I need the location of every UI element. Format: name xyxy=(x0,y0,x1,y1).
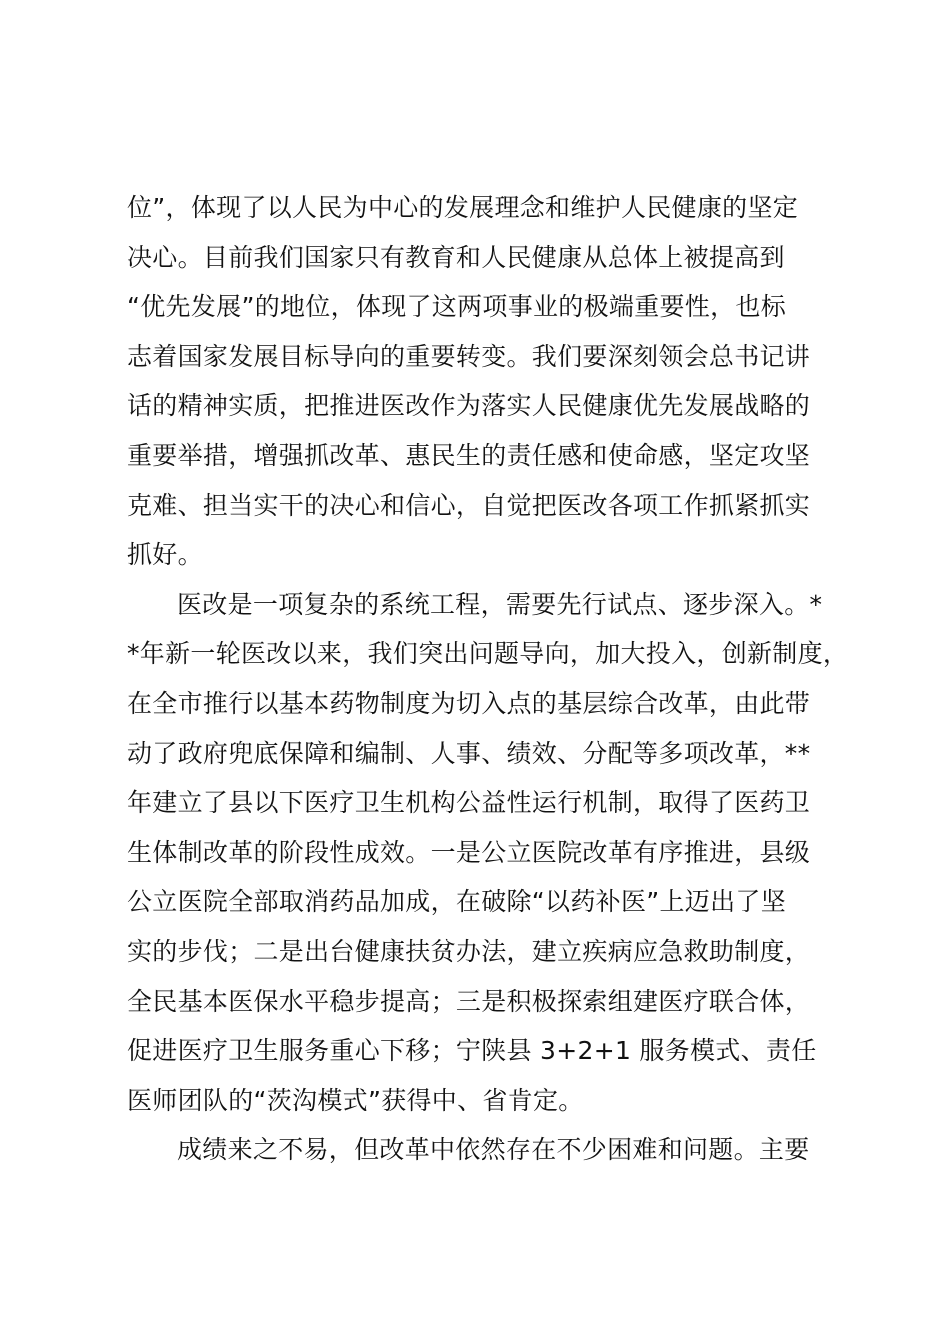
text-line: 公立医院全部取消药品加成，在破除“以药补医”上迈出了坚 xyxy=(127,887,787,917)
text-line: 实的步伐；二是出台健康扶贫办法，建立疾病应急救助制度， xyxy=(127,936,811,966)
text-line: 动了政府兜底保障和编制、人事、绩效、分配等多项改革，** xyxy=(127,738,811,768)
text-line: 全民基本医保水平稳步提高；三是积极探索组建医疗联合体， xyxy=(127,986,811,1016)
paragraph-start-line: 医改是一项复杂的系统工程，需要先行试点、逐步深入。* xyxy=(177,589,823,619)
text-line: 克难、担当实干的决心和信心，自觉把医改各项工作抓紧抓实 xyxy=(127,490,811,520)
document-body xyxy=(127,183,849,1175)
text-line: *年新一轮医改以来，我们突出问题导向，加大投入，创新制度， xyxy=(127,639,849,669)
text-line: 重要举措，增强抓改革、惠民生的责任感和使命感，坚定攻坚 xyxy=(127,440,811,470)
text-line: 年建立了县以下医疗卫生机构公益性运行机制，取得了医药卫 xyxy=(127,788,811,818)
text-line: 志着国家发展目标导向的重要转变。我们要深刻领会总书记讲 xyxy=(127,341,811,371)
text-line: 位”，体现了以人民为中心的发展理念和维护人民健康的坚定 xyxy=(127,193,799,222)
text-line: 在全市推行以基本药物制度为切入点的基层综合改革，由此带 xyxy=(127,688,811,718)
text-line: 抓好。 xyxy=(127,540,203,570)
text-line: “优先发展”的地位，体现了这两项事业的极端重要性，也标 xyxy=(127,292,787,322)
text-line: 决心。目前我们国家只有教育和人民健康从总体上被提高到 xyxy=(127,242,785,272)
text-line: 生体制改革的阶段性成效。一是公立医院改革有序推进，县级 xyxy=(127,837,811,867)
text-line: 话的精神实质，把推进医改作为落实人民健康优先发展战略的 xyxy=(127,391,811,421)
text-line: 医师团队的“茨沟模式”获得中、省肯定。 xyxy=(127,1085,584,1115)
paragraph-start-line: 成绩来之不易，但改革中依然存在不少困难和问题。主要 xyxy=(177,1135,810,1165)
text-line: 促进医疗卫生服务重心下移；宁陕县 3+2+1 服务模式、责任 xyxy=(127,1036,817,1066)
